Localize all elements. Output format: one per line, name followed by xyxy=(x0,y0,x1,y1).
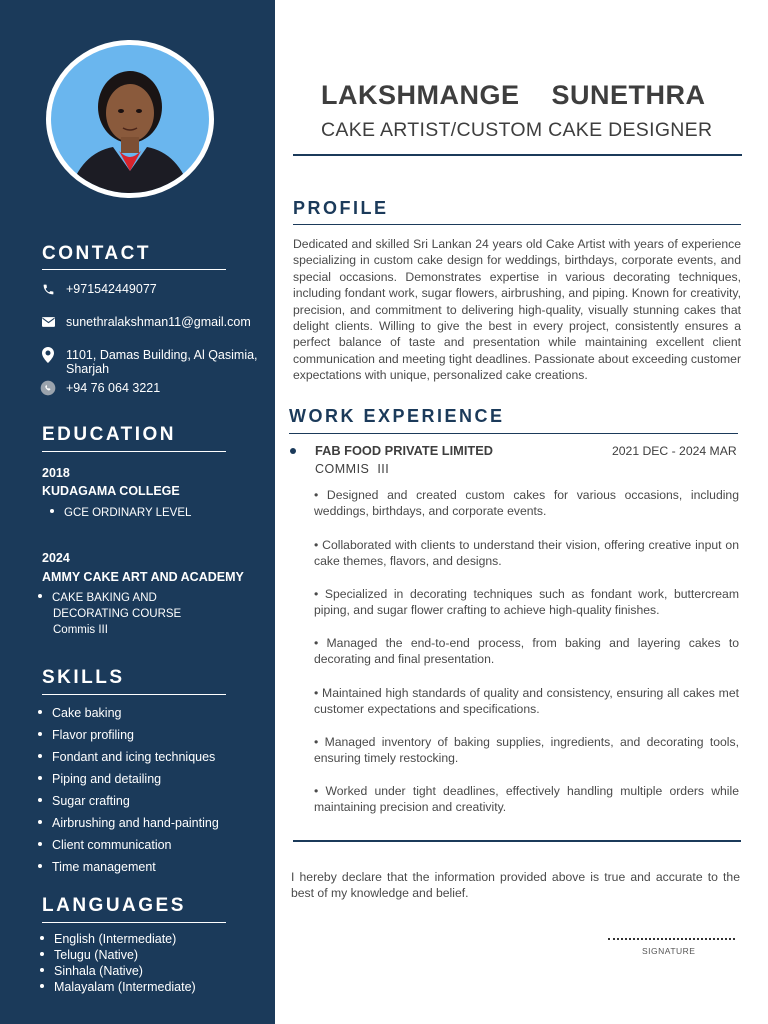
education-year-1: 2018 xyxy=(42,466,70,480)
candidate-name: LAKSHMANGE SUNETHRA xyxy=(321,80,706,110)
contact-email[interactable]: sunethralakshman11@gmail.com xyxy=(66,315,251,329)
location-pin-icon xyxy=(40,348,56,362)
education-school-1: KUDAGAMA COLLEGE xyxy=(42,484,180,498)
duty-item: • Collaborated with clients to understand their vision, offering creative input on cake themes, flavors, and designs. xyxy=(314,538,739,569)
profile-heading: PROFILE xyxy=(293,198,389,218)
list-item: Fondant and icing techniques xyxy=(38,748,219,770)
skills-list xyxy=(38,704,219,880)
list-item: Telugu (Native) xyxy=(40,948,196,964)
duty-item: • Designed and created custom cakes for various occasions, including weddings, birthdays, and corporate events. xyxy=(314,488,739,519)
job-bullet xyxy=(290,448,296,454)
contact-divider xyxy=(42,269,226,270)
list-item: Cake baking xyxy=(38,704,219,726)
profile-text: Dedicated and skilled Sri Lankan 24 years old Cake Artist with years of experience specializing in custom cake design for weddings, birthdays, corporate events, and special occasions. Demonstrates expertise in various decorating techniques, including fondant work, sugar flowers, airbrushing, and piping. Known for creativity, precision, and commitment to delivering high-quality, visually stunning cakes that delight clients. Willing to give the best in every project, consistently ensures a perfect balance of taste and presentation while maintaining excellent client communication and meeting tight deadlines. Passionate about exceeding customer expectations with unique, personalized cake creations. xyxy=(293,237,741,383)
profile-photo-frame xyxy=(46,40,214,198)
duty-item: • Managed inventory of baking supplies, ingredients, and decorating tools, ensuring timely restocking. xyxy=(314,735,739,766)
sidebar xyxy=(0,0,275,1024)
education-heading: EDUCATION xyxy=(42,424,177,445)
duty-item: • Maintained high standards of quality and consistency, ensuring all cakes met customer expectations and specifications. xyxy=(314,686,739,717)
envelope-icon xyxy=(40,315,56,329)
list-item: English (Intermediate) xyxy=(40,932,196,948)
duty-item: • Worked under tight deadlines, effectively handling multiple orders while maintaining precision and creativity. xyxy=(314,784,739,815)
company-name: FAB FOOD PRIVATE LIMITED xyxy=(315,443,493,458)
contact-email-row xyxy=(40,315,266,329)
work-experience-heading: WORK EXPERIENCE xyxy=(289,406,505,426)
whatsapp-icon xyxy=(40,381,56,395)
languages-heading: LANGUAGES xyxy=(42,895,186,916)
contact-address: 1101, Damas Building, Al Qasimia, Sharjah xyxy=(66,348,258,376)
contact-address-row xyxy=(40,348,266,376)
list-item: Client communication xyxy=(38,836,219,858)
list-item: Sinhala (Native) xyxy=(40,964,196,980)
signature-label: SIGNATURE xyxy=(642,946,696,956)
contact-whatsapp[interactable]: +94 76 064 3221 xyxy=(66,381,161,395)
education-year-2: 2024 xyxy=(42,551,70,565)
list-item: Time management xyxy=(38,858,219,880)
languages-list xyxy=(40,932,196,996)
signature-line xyxy=(608,938,735,940)
education-school-2: AMMY CAKE ART AND ACADEMY xyxy=(42,570,244,584)
job-position: COMMIS III xyxy=(315,462,390,476)
education-detail-1: GCE ORDINARY LEVEL xyxy=(50,505,191,521)
header-divider xyxy=(293,154,742,156)
duty-item: • Specialized in decorating techniques such as fondant work, buttercream piping, and sugar flower crafting to achieve high-quality finishes. xyxy=(314,587,739,618)
footer-divider xyxy=(293,840,741,842)
contact-phone-row xyxy=(40,282,266,296)
profile-photo xyxy=(51,45,209,193)
skills-heading: SKILLS xyxy=(42,667,125,688)
skills-divider xyxy=(42,694,226,695)
languages-divider xyxy=(42,922,226,923)
employment-dates: 2021 DEC - 2024 MAR xyxy=(612,444,737,458)
list-item: Sugar crafting xyxy=(38,792,219,814)
list-item: Airbrushing and hand-painting xyxy=(38,814,219,836)
education-detail-2: CAKE BAKING AND DECORATING COURSE Commis III xyxy=(38,590,181,638)
phone-icon xyxy=(40,282,56,296)
candidate-role: CAKE ARTIST/CUSTOM CAKE DESIGNER xyxy=(321,119,713,141)
contact-phone[interactable]: +971542449077 xyxy=(66,282,157,296)
education-divider xyxy=(42,451,226,452)
list-item: Piping and detailing xyxy=(38,770,219,792)
contact-whatsapp-row xyxy=(40,381,266,395)
work-experience-divider xyxy=(289,433,738,434)
declaration-text: I hereby declare that the information provided above is true and accurate to the best of my knowledge and belief. xyxy=(291,870,740,901)
duty-item: • Managed the end-to-end process, from baking and layering cakes to decorating and final presentation. xyxy=(314,636,739,667)
list-item: Malayalam (Intermediate) xyxy=(40,980,196,996)
profile-divider xyxy=(293,224,741,225)
contact-heading: CONTACT xyxy=(42,243,151,264)
list-item: Flavor profiling xyxy=(38,726,219,748)
